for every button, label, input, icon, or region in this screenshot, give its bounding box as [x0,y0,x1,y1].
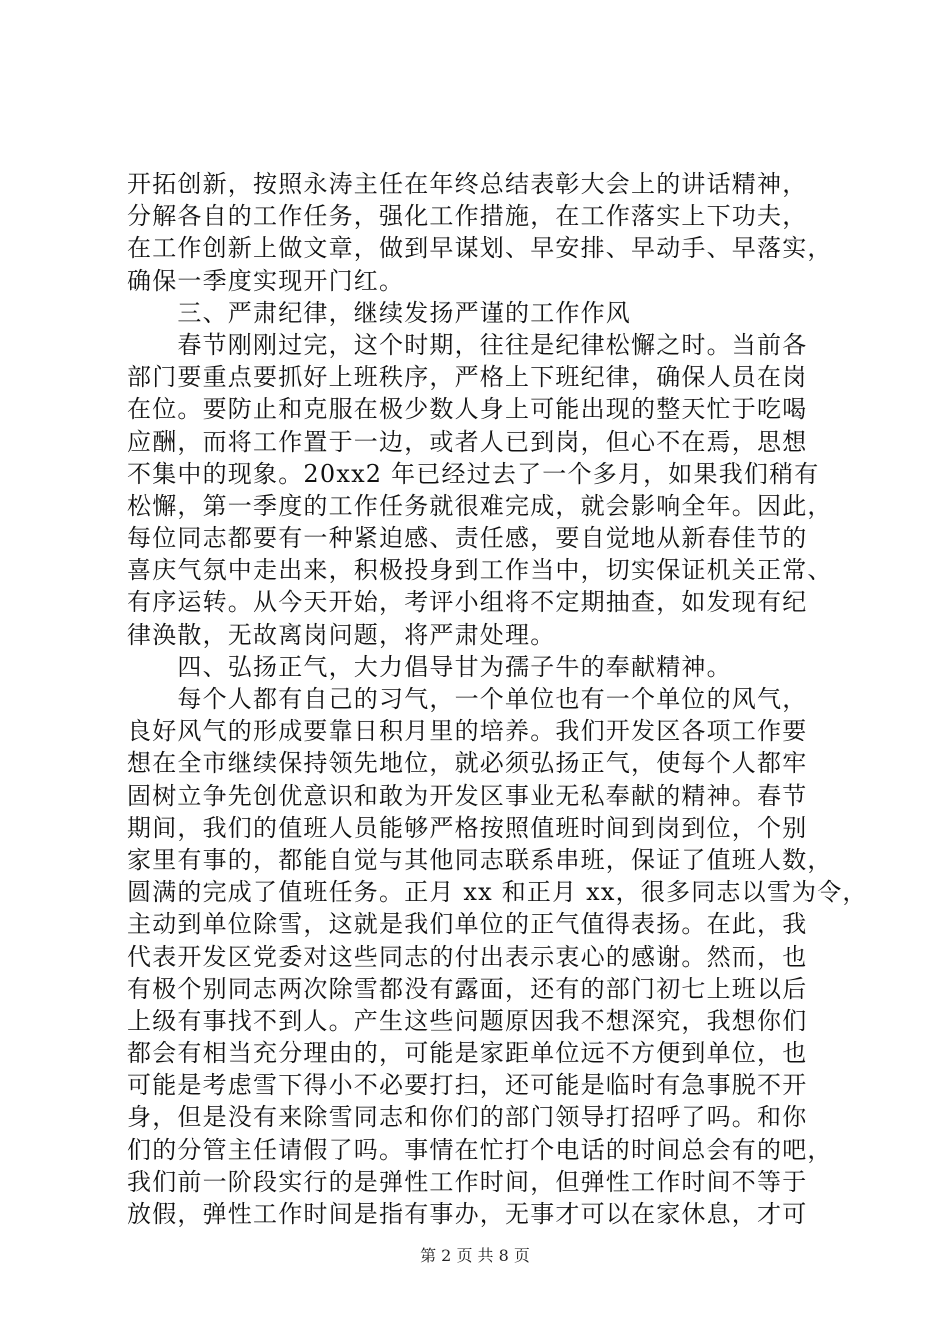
text-line: 想在全市继续保持领先地位，就必须弘扬正气，使每个人都牢 [127,749,808,778]
text-line: 上级有事找不到人。产生这些问题原因我不想深究，我想你们 [127,1006,808,1035]
text-line: 在位。要防止和克服在极少数人身上可能出现的整天忙于吃喝 [127,395,808,424]
text-line: 不集中的现象。20xx2 年已经过去了一个多月，如果我们稍有 [127,459,820,488]
text-line: 圆满的完成了值班任务。正月 xx 和正月 xx，很多同志以雪为令， [127,878,868,907]
text-line: 代表开发区党委对这些同志的付出表示衷心的感谢。然而，也 [127,942,808,971]
text-line: 律涣散，无故离岗问题，将严肃处理。 [127,620,556,649]
text-line: 可能是考虑雪下得小不必要打扫，还可能是临时有急事脱不开 [127,1071,808,1100]
section-heading: 四、弘扬正气，大力倡导甘为孺子牛的奉献精神。 [127,652,732,681]
text-line: 们的分管主任请假了吗。事情在忙打个电话的时间总会有的吧， [127,1135,833,1164]
text-line: 每位同志都要有一种紧迫感、责任感，要自觉地从新春佳节的 [127,524,808,553]
body-text [127,168,868,1230]
section-heading: 三、严肃纪律，继续发扬严谨的工作作风 [127,298,631,327]
text-line: 分解各自的工作任务，强化工作措施，在工作落实上下功夫， [127,202,808,231]
text-line: 有极个别同志两次除雪都没有露面，还有的部门初七上班以后 [127,974,808,1003]
text-line: 松懈，第一季度的工作任务就很难完成，就会影响全年。因此， [127,491,833,520]
text-line: 有序运转。从今天开始，考评小组将不定期抽查，如发现有纪 [127,588,808,617]
text-line: 春节刚刚过完，这个时期，往往是纪律松懈之时。当前各 [127,330,808,359]
text-line: 良好风气的形成要靠日积月里的培养。我们开发区各项工作要 [127,717,808,746]
text-line: 每个人都有自己的习气，一个单位也有一个单位的风气， [127,685,808,713]
text-line: 在工作创新上做文章，做到早谋划、早安排、早动手、早落实， [127,234,833,263]
text-line: 喜庆气氛中走出来，积极投身到工作当中，切实保证机关正常、 [127,556,833,585]
text-line: 期间，我们的值班人员能够严格按照值班时间到岗到位，个别 [127,813,808,842]
text-line: 都会有相当充分理由的，可能是家距单位远不方便到单位，也 [127,1039,808,1068]
text-line: 开拓创新，按照永涛主任在年终总结表彰大会上的讲话精神， [127,170,808,198]
text-line: 固树立争先创优意识和敢为开发区事业无私奉献的精神。春节 [127,781,808,810]
text-line: 主动到单位除雪，这就是我们单位的正气值得表扬。在此，我 [127,910,808,939]
text-line: 我们前一阶段实行的是弹性工作时间，但弹性工作时间不等于 [127,1167,808,1196]
text-line: 身，但是没有来除雪同志和你们的部门领导打招呼了吗。和你 [127,1103,808,1132]
text-line: 放假，弹性工作时间是指有事办，无事才可以在家休息，才可 [127,1200,808,1228]
text-line: 应酬，而将工作置于一边，或者人已到岗，但心不在焉，思想 [127,427,808,456]
text-line: 确保一季度实现开门红。 [127,266,405,295]
text-line: 家里有事的，都能自觉与其他同志联系串班，保证了值班人数， [127,845,833,874]
page-number-footer: 第 2 页 共 8 页 [420,1246,530,1265]
text-line: 部门要重点要抓好上班秩序，严格上下班纪律，确保人员在岗 [127,363,808,392]
